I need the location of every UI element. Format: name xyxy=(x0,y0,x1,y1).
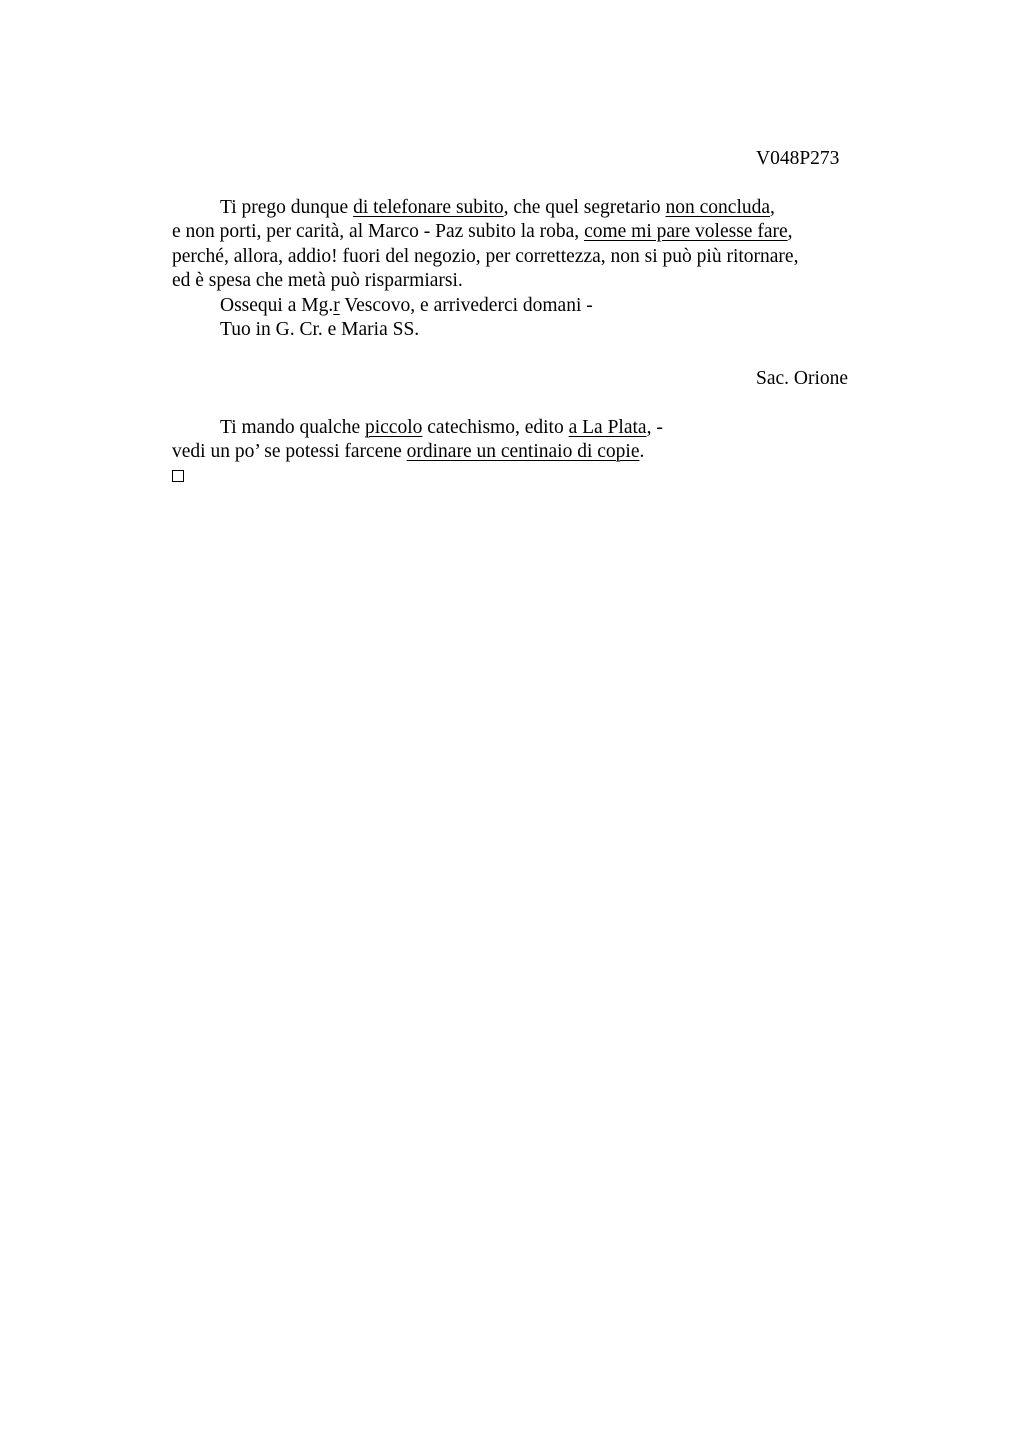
regards-line: Ossequi a Mg.r Vescovo, e arrivederci domani - xyxy=(220,294,593,316)
underlined-phrase: non concluda xyxy=(665,197,771,218)
postscript xyxy=(172,416,872,465)
paragraph-line: e non porti, per carità, al Marco - Paz subito la roba, come mi pare volesse fare, xyxy=(172,221,793,243)
underlined-phrase: a La Plata xyxy=(568,416,647,438)
underlined-phrase: come mi pare volesse fare xyxy=(584,221,788,243)
page-code: V048P273 xyxy=(756,148,840,169)
empty-square-icon xyxy=(172,470,184,482)
paragraph-line: perché, allora, addio! fuori del negozio, per correttezza, non si può più ritornare, xyxy=(172,245,799,267)
paragraph-line: ed è spesa che metà può risparmiarsi. xyxy=(172,270,463,292)
end-marker-line xyxy=(172,464,872,488)
postscript-line: Ti mando qualche piccolo catechismo, edito a La Plata, - xyxy=(220,416,663,438)
underlined-phrase: ordinare un centinaio di copie xyxy=(406,440,640,462)
paragraph-main xyxy=(172,196,872,294)
closing-line: Tuo in G. Cr. e Maria SS. xyxy=(220,318,420,340)
postscript-line: vedi un po’ se potessi farcene ordinare un centinaio di copie. xyxy=(172,440,645,462)
letter-body xyxy=(172,196,872,489)
spacer xyxy=(172,391,872,415)
paragraph-line: Ti prego dunque di telefonare subito, che quel segretario non concluda, xyxy=(220,197,775,218)
underlined-phrase: piccolo xyxy=(364,416,423,438)
underlined-phrase: di telefonare subito xyxy=(353,197,504,218)
underlined-superscript: r xyxy=(333,294,340,316)
spacer xyxy=(172,342,872,366)
signature: Sac. Orione xyxy=(756,367,849,389)
